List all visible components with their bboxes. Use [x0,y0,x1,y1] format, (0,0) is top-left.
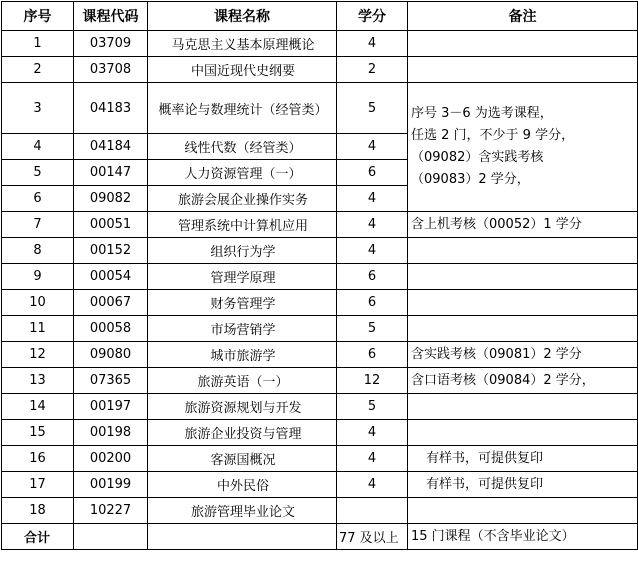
cell-name: 管理系统中计算机应用 [148,212,337,238]
cell-code: 09082 [74,186,148,212]
cell-code: 00147 [74,160,148,186]
elective-note-line: （09082）含实践考核 [411,150,544,165]
table-row [2,342,638,368]
cell-credit: 4 [337,420,408,446]
cell-seq: 7 [2,212,74,238]
cell-name: 城市旅游学 [148,342,337,368]
cell-seq: 9 [2,264,74,290]
cell-name: 客源国概况 [148,446,337,472]
table-row [2,57,638,83]
cell-name: 组织行为学 [148,238,337,264]
table-row [2,498,638,524]
cell-seq: 17 [2,472,74,498]
cell-seq: 4 [2,134,74,160]
cell-code: 04183 [74,83,148,134]
total-row [2,524,638,550]
cell-seq: 8 [2,238,74,264]
cell-seq: 16 [2,446,74,472]
cell-name: 管理学原理 [148,264,337,290]
cell-code: 00067 [74,290,148,316]
cell-credit: 5 [337,394,408,420]
cell-note: 含上机考核（00052）1 学分 [408,212,638,238]
table-row [2,290,638,316]
cell-name: 旅游资源规划与开发 [148,394,337,420]
cell-note [408,290,638,316]
cell-seq: 1 [2,31,74,57]
cell-seq: 15 [2,420,74,446]
cell-credit: 6 [337,342,408,368]
elective-note-line: 序号 3－6 为选考课程， [411,106,553,121]
table-row [2,420,638,446]
cell-credit: 12 [337,368,408,394]
cell-seq: 10 [2,290,74,316]
cell-note [408,264,638,290]
cell-name: 财务管理学 [148,290,337,316]
cell-credit: 2 [337,57,408,83]
cell-seq: 18 [2,498,74,524]
cell-seq: 5 [2,160,74,186]
cell-name: 概率论与数理统计（经管类） [148,83,337,134]
cell-seq: 13 [2,368,74,394]
cell-note: 有样书，可提供复印 [408,446,638,472]
cell-code: 00051 [74,212,148,238]
cell-credit: 5 [337,316,408,342]
cell-credit: 6 [337,290,408,316]
total-label: 合计 [2,524,74,550]
cell-seq: 3 [2,83,74,134]
course-table [1,1,638,550]
cell-note [408,238,638,264]
cell-credit: 4 [337,238,408,264]
table-row [2,264,638,290]
cell-seq: 2 [2,57,74,83]
cell-code: 00199 [74,472,148,498]
table-row [2,212,638,238]
cell-credit: 5 [337,83,408,134]
cell-note: 含实践考核（09081）2 学分 [408,342,638,368]
table-row [2,394,638,420]
header-credit: 学分 [337,2,408,31]
cell-code: 10227 [74,498,148,524]
cell-credit: 4 [337,472,408,498]
cell-code: 03708 [74,57,148,83]
table-row [2,238,638,264]
cell-name: 中国近现代史纲要 [148,57,337,83]
cell-seq: 12 [2,342,74,368]
header-name: 课程名称 [148,2,337,31]
cell-seq: 11 [2,316,74,342]
cell-seq: 14 [2,394,74,420]
table-row [2,446,638,472]
header-seq: 序号 [2,2,74,31]
cell-note [408,394,638,420]
cell-credit: 4 [337,212,408,238]
cell-credit: 4 [337,446,408,472]
cell-name: 线性代数（经管类） [148,134,337,160]
cell-code: 09080 [74,342,148,368]
table-row [2,316,638,342]
cell-credit: 4 [337,134,408,160]
cell-note [408,57,638,83]
cell-credit [337,498,408,524]
table-row [2,83,638,134]
total-name-empty [148,524,337,550]
cell-code: 07365 [74,368,148,394]
cell-seq: 6 [2,186,74,212]
cell-note: 有样书，可提供复印 [408,472,638,498]
elective-note [408,83,638,212]
table-row [2,472,638,498]
table-row [2,31,638,57]
cell-code: 04184 [74,134,148,160]
cell-credit: 4 [337,186,408,212]
cell-note [408,498,638,524]
header-code: 课程代码 [74,2,148,31]
cell-code: 00152 [74,238,148,264]
header-note: 备注 [408,2,638,31]
total-note: 15 门课程（不含毕业论文） [408,524,638,550]
cell-code: 00058 [74,316,148,342]
elective-note-line: （09083）2 学分， [411,172,530,187]
cell-code: 00200 [74,446,148,472]
cell-code: 03709 [74,31,148,57]
cell-credit: 4 [337,31,408,57]
cell-name: 旅游管理毕业论文 [148,498,337,524]
cell-credit: 6 [337,160,408,186]
table-row [2,368,638,394]
cell-name: 旅游英语（一） [148,368,337,394]
cell-name: 旅游企业投资与管理 [148,420,337,446]
cell-code: 00198 [74,420,148,446]
cell-note [408,316,638,342]
table-header-row [2,2,638,31]
cell-name: 人力资源管理（一） [148,160,337,186]
cell-name: 马克思主义基本原理概论 [148,31,337,57]
total-credit: 77 及以上 [337,524,408,550]
cell-name: 旅游会展企业操作实务 [148,186,337,212]
total-code-empty [74,524,148,550]
elective-note-line: 任选 2 门，不少于 9 学分， [411,128,575,143]
cell-note [408,31,638,57]
cell-name: 中外民俗 [148,472,337,498]
cell-note: 含口语考核（09084）2 学分， [408,368,638,394]
cell-code: 00054 [74,264,148,290]
cell-note [408,420,638,446]
cell-credit: 6 [337,264,408,290]
cell-name: 市场营销学 [148,316,337,342]
cell-code: 00197 [74,394,148,420]
